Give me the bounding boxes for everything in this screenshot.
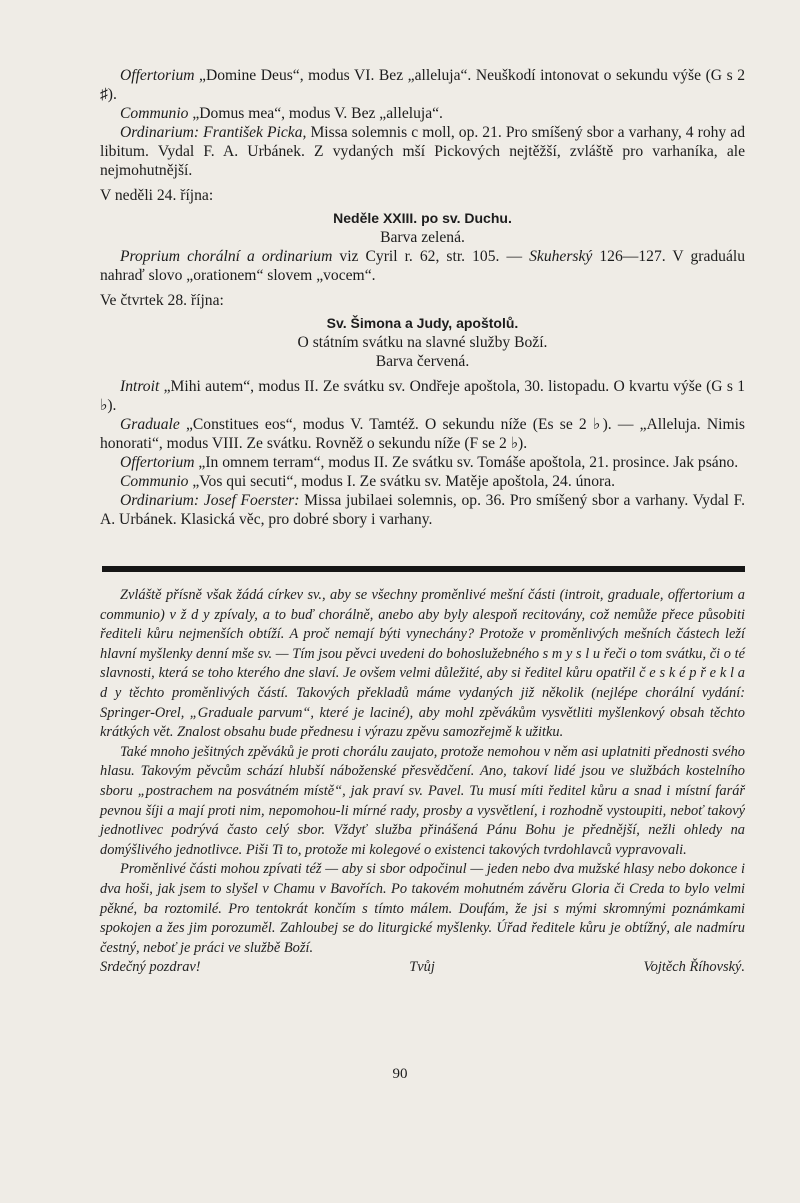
page-number: 90 [392, 1066, 408, 1082]
text-line: Communio „Vos qui secuti“, modus I. Ze svátku sv. Matěje apoštola, 24. února. [120, 473, 616, 490]
text-line: Introit „Mihi autem“, modus II. Ze svátku sv. Ondřeje apoštola, 30. listopadu. O kvartu výše (G s 1 ♭). [100, 378, 745, 414]
text-line: Ordinarium: František Picka, Missa solemnis c moll, op. 21. Pro smíšený sbor a varhany, 4 rohy ad libitum. Vydal F. A. Urbánek. Z vydaných mší Pickových nejtěžší, zvláště pro varhaníka, ale nejmohutnější. [100, 124, 745, 179]
text-line: Ordinarium: Josef Foerster: Missa jubilaei solemnis, op. 36. Pro smíšený sbor a varhany. Vydal F. A. Urbánek. Klasická věc, pro dobré sbory i varhany. [100, 492, 745, 528]
letter-paragraph: Proměnlivé části mohou zpívati též — aby si sbor odpočinul — jeden nebo dva mužské hlasy nebo dokonce i dva hoši, jak jsem to slyšel v Chamu v Bavořích. Po takovém mohutném závěru Gloria či Creda to bylo velmi pěkné, ba roztomilé. Pro tentokrát končím s tímto málem. Doufám, že jsi s mými skromnými poznámkami spokojen a žes jim porozuměl. Zahloubej se do liturgické myšlenky. Úřad ředitele kůru je obtížný, ale nadmíru čestný, neboť je práci ve službě Boží. [100, 861, 745, 956]
feast-heading: Sv. Šimona a Judy, apoštolů. [326, 315, 519, 331]
date-line: V neděli 24. října: [100, 187, 214, 204]
section-divider [102, 566, 745, 572]
text-line: Proprium chorální a ordinarium viz Cyril r. 62, str. 105. — Skuherský 126—127. V graduálu nahraď slovo „orationem“ slovem „vocem“. [100, 248, 746, 284]
liturgical-colour: Barva zelená. [380, 229, 465, 246]
liturgy-section [100, 66, 745, 529]
liturgical-colour: Barva červená. [375, 353, 470, 370]
feast-note: O státním svátku na slavné služby Boží. [297, 334, 548, 351]
text-line: Offertorium „Domine Deus“, modus VI. Bez „alleluja“. Neuškodí intonovat o sekundu výše (G s 2 ♯). [100, 67, 745, 103]
closing: Tvůj [409, 959, 435, 976]
signature: Vojtěch Říhovský. [643, 959, 745, 976]
text-line: Offertorium „In omnem terram“, modus II. Ze svátku sv. Tomáše apoštola, 21. prosince. Jak psáno. [120, 454, 739, 471]
signature-line [100, 958, 745, 978]
feast-heading: Neděle XXIII. po sv. Duchu. [333, 210, 512, 226]
greeting: Srdečný pozdrav! [100, 959, 201, 976]
letter-paragraph: Také mnoho ješitných zpěváků je proti chorálu zaujato, protože nemohou v něm asi uplatniti přednosti svého hlasu. Takovým pěvcům schází hlubší náboženské přesvědčení. Ano, takoví lidé jsou ve službách kostelního sboru „postrachem na posvátném místě“, jak praví sv. Pavel. Tu musí míti ředitel kůru a snad i místní farář pevnou šíji a mají proti nim, nepomohou-li mírné rady, prosby a vysvětlení, i rozhodně vystoupiti, neboť takový jednotlivec podrývá často celý sbor. Vždyť služba přinášená Pánu Bohu je přednější, nežli ohledy na domýšlivého jednotlivce. Piši Ti to, protože mi kolegové o existenci takových tvrdohlavců vypravovali. [100, 743, 745, 858]
text-line: Communio „Domus mea“, modus V. Bez „alleluja“. [120, 105, 443, 122]
letter-section [100, 586, 745, 978]
letter-paragraph: Zvláště přísně však žádá církev sv., aby se všechny proměnlivé mešní části (introit, graduale, offertorium a communio) v ž d y zpívaly, a to buď chorálně, anebo aby byly alespoň recitovány, což nemůže přece působiti řediteli kůru nejmenších obtíží. A proč nemají býti vynechány? Protože v proměnlivých mešních částech leží hlavní myšlenky denní mše sv. — Tím jsou pěvci uvedeni do bohoslužebného s m y s l u řeči o tom svátku, či o té slavnosti, která se toho kterého dne slaví. Je ovšem velmi důležité, aby si ředitel kůru opatřil č e s k é p ř e k l a d y těchto proměnlivých částí. Takových překladů máme vydaných již několik (nejlépe chorální vydání: Springer-Orel, „Graduale parvum“, které je laciné), aby mohl zpěvákům vysvětliti myšlenkový obsah těchto krátkých vět. Znalost obsahu bude přednesu i výrazu zpěvu samozřejmě k užitku. [100, 587, 745, 741]
date-line: Ve čtvrtek 28. října: [100, 292, 224, 309]
text-line: Graduale „Constitues eos“, modus V. Tamtéž. O sekundu níže (Es se 2 ♭). — „Alleluja. Nimis honorati“, modus VIII. Ze svátku. Rovněž o sekundu níže (F se 2 ♭). [100, 416, 745, 452]
